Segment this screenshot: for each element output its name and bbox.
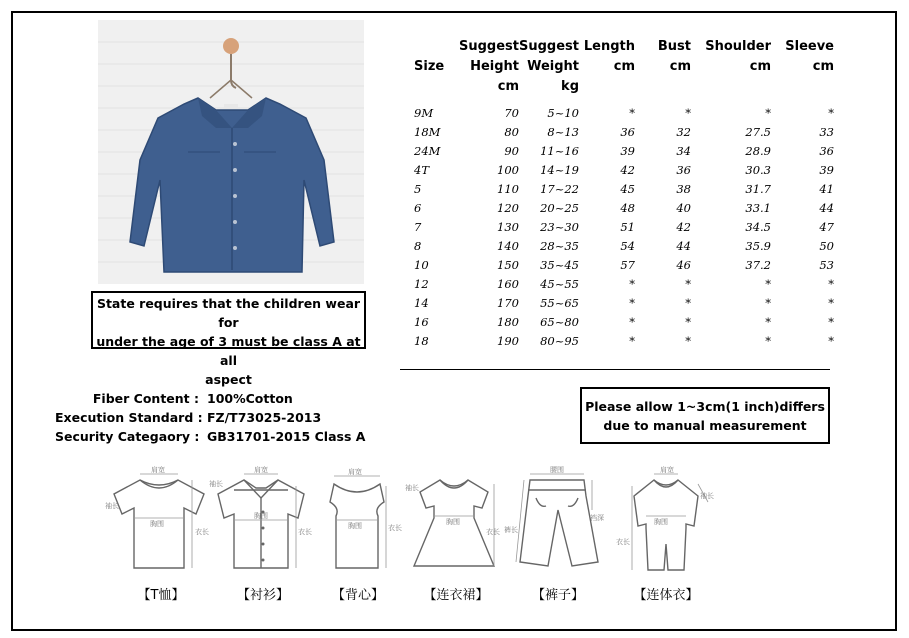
cell-size: 4T (414, 162, 429, 177)
cell-length: * (629, 276, 635, 291)
cell-height: 100 (497, 162, 519, 177)
cell-sleeve: * (828, 314, 834, 329)
note-line: aspect (205, 372, 252, 387)
cell-length: 57 (620, 257, 635, 272)
svg-text:袖长: 袖长 (209, 480, 223, 488)
cell-weight: 23~30 (540, 219, 579, 234)
svg-text:裤长: 裤长 (504, 526, 518, 534)
cell-sleeve: 41 (819, 181, 834, 196)
svg-text:腰围: 腰围 (550, 466, 564, 474)
note-line: Please allow 1~3cm(1 inch)differs (585, 399, 825, 414)
pants-label: 【裤子】 (531, 588, 584, 603)
table-row (414, 217, 834, 236)
cell-size: 14 (414, 295, 429, 310)
cell-height: 150 (497, 257, 519, 272)
table-row (414, 122, 834, 141)
svg-text:袖长: 袖长 (105, 502, 119, 510)
cell-bust: * (685, 276, 691, 291)
cell-length: 45 (620, 181, 635, 196)
header-size: Size (414, 59, 445, 74)
header-height: Suggest Height cm (459, 39, 519, 94)
cell-shoulder: 27.5 (745, 124, 771, 139)
cell-size: 12 (414, 276, 429, 291)
cell-bust: 44 (676, 238, 691, 253)
size-chart-table (414, 37, 834, 350)
header-sleeve: Sleeve cm (785, 39, 834, 74)
table-row (414, 160, 834, 179)
cell-sleeve: 36 (819, 143, 834, 158)
svg-text:肩宽: 肩宽 (151, 466, 165, 474)
cell-length: 42 (620, 162, 635, 177)
cell-height: 140 (497, 238, 519, 253)
section-divider (400, 369, 830, 370)
cell-bust: 46 (676, 257, 691, 272)
svg-text:胸围: 胸围 (446, 518, 460, 526)
spec-label: Security Categaory : (55, 429, 200, 444)
svg-text:胸围: 胸围 (254, 512, 268, 520)
svg-text:衣长: 衣长 (195, 528, 209, 536)
cell-weight: 55~65 (540, 295, 579, 310)
cell-sleeve: 44 (819, 200, 834, 215)
cell-height: 170 (497, 295, 519, 310)
cell-length: * (629, 314, 635, 329)
cell-size: 24M (414, 143, 441, 158)
cell-length: * (629, 105, 635, 120)
cell-bust: * (685, 295, 691, 310)
table-row (414, 103, 834, 122)
age-class-note (91, 291, 366, 387)
cell-size: 10 (414, 257, 429, 272)
cell-size: 9M (414, 105, 434, 120)
cell-shoulder: 28.9 (745, 143, 771, 158)
cell-height: 160 (497, 276, 519, 291)
cell-shoulder: 31.7 (745, 181, 771, 196)
table-row (414, 293, 834, 312)
header-shoulder: Shoulder cm (705, 39, 771, 74)
romper-label: 【连体衣】 (633, 588, 699, 603)
cell-weight: 45~55 (540, 276, 579, 291)
cell-size: 18 (414, 333, 429, 348)
cell-shoulder: * (765, 333, 771, 348)
cell-size: 7 (414, 219, 422, 234)
tshirt-label: 【T恤】 (137, 588, 185, 603)
cell-weight: 80~95 (540, 333, 579, 348)
cell-shoulder: 35.9 (745, 238, 771, 253)
svg-text:肩宽: 肩宽 (660, 466, 674, 474)
cell-shoulder: * (765, 276, 771, 291)
cell-bust: * (685, 314, 691, 329)
cell-height: 90 (504, 143, 519, 158)
spec-row-standard (55, 408, 365, 427)
cell-bust: 38 (676, 181, 691, 196)
svg-text:胸围: 胸围 (150, 520, 164, 528)
cell-weight: 35~45 (540, 257, 579, 272)
svg-text:衣长: 衣长 (616, 538, 630, 546)
cell-shoulder: * (765, 314, 771, 329)
note-line: under the age of 3 must be class A at all (96, 334, 361, 368)
svg-text:胸围: 胸围 (654, 518, 668, 526)
fabric-spec-block (55, 389, 365, 446)
cell-shoulder: 34.5 (745, 219, 771, 234)
cell-bust: 40 (676, 200, 691, 215)
cell-length: 39 (620, 143, 635, 158)
cell-size: 18M (414, 124, 441, 139)
header-weight: Suggest Weight kg (519, 39, 579, 94)
cell-shoulder: * (765, 105, 771, 120)
cell-height: 180 (497, 314, 519, 329)
pants-diagram (506, 466, 616, 574)
svg-text:袖长: 袖长 (700, 492, 714, 500)
cell-sleeve: * (828, 333, 834, 348)
spec-row-security (55, 427, 365, 446)
cell-sleeve: 53 (819, 257, 834, 272)
table-row (414, 236, 834, 255)
spec-value: 100%Cotton (207, 391, 293, 406)
cell-weight: 8~13 (547, 124, 579, 139)
table-header-row (414, 37, 834, 97)
table-row (414, 179, 834, 198)
cell-height: 80 (504, 124, 519, 139)
product-photo (98, 20, 364, 284)
cell-weight: 14~19 (540, 162, 579, 177)
cell-sleeve: 50 (819, 238, 834, 253)
cell-length: 48 (620, 200, 635, 215)
svg-text:裆深: 裆深 (590, 514, 604, 522)
header-length: Length cm (583, 39, 635, 74)
cell-shoulder: 30.3 (745, 162, 771, 177)
cell-bust: 36 (676, 162, 691, 177)
cell-size: 6 (414, 200, 422, 215)
svg-text:衣长: 衣长 (388, 524, 402, 532)
spec-value: FZ/T73025-2013 (207, 410, 322, 425)
cell-sleeve: * (828, 105, 834, 120)
cell-weight: 17~22 (540, 181, 579, 196)
cell-sleeve: * (828, 276, 834, 291)
cell-bust: 32 (676, 124, 691, 139)
vest-label: 【背心】 (331, 588, 384, 603)
cell-length: * (629, 333, 635, 348)
cell-size: 5 (414, 181, 422, 196)
svg-text:肩宽: 肩宽 (348, 468, 362, 476)
cell-sleeve: 33 (819, 124, 834, 139)
dress-diagram (404, 466, 504, 574)
cell-length: 51 (620, 219, 635, 234)
cell-weight: 20~25 (540, 200, 579, 215)
cell-bust: 34 (676, 143, 691, 158)
svg-text:胸围: 胸围 (348, 522, 362, 530)
cell-shoulder: 37.2 (745, 257, 771, 272)
cell-sleeve: 39 (819, 162, 834, 177)
tshirt-diagram (104, 466, 214, 574)
table-row (414, 198, 834, 217)
cell-sleeve: * (828, 295, 834, 310)
spec-value: GB31701-2015 Class A (207, 429, 366, 444)
cell-height: 70 (504, 105, 519, 120)
cell-weight: 28~35 (540, 238, 579, 253)
cell-bust: * (685, 333, 691, 348)
cell-height: 190 (497, 333, 519, 348)
shirt-label: 【衬衫】 (236, 588, 289, 603)
vest-diagram (312, 466, 402, 574)
cell-weight: 65~80 (540, 314, 579, 329)
cell-size: 8 (414, 238, 422, 253)
shirt-diagram (206, 466, 316, 574)
spec-label: Fiber Content : (92, 391, 199, 406)
table-row (414, 141, 834, 160)
svg-text:袖长: 袖长 (405, 484, 419, 492)
romper-diagram (614, 466, 718, 574)
note-line: due to manual measurement (603, 418, 807, 433)
svg-text:肩宽: 肩宽 (254, 466, 268, 474)
cell-length: * (629, 295, 635, 310)
cell-height: 120 (497, 200, 519, 215)
cell-bust: * (685, 105, 691, 120)
cell-height: 130 (497, 219, 519, 234)
header-bust: Bust cm (657, 39, 691, 74)
dress-label: 【连衣裙】 (423, 588, 489, 603)
cell-length: 54 (620, 238, 635, 253)
svg-text:衣长: 衣长 (298, 528, 312, 536)
spec-row-fiber (55, 389, 365, 408)
table-row (414, 331, 834, 350)
table-row (414, 274, 834, 293)
cell-shoulder: 33.1 (745, 200, 771, 215)
cell-bust: 42 (676, 219, 691, 234)
cell-weight: 5~10 (547, 105, 579, 120)
spec-label: Execution Standard : (55, 410, 203, 425)
note-line: State requires that the children wear for (96, 296, 361, 330)
cell-sleeve: 47 (819, 219, 834, 234)
cell-weight: 11~16 (540, 143, 579, 158)
svg-text:衣长: 衣长 (486, 528, 500, 536)
table-row (414, 255, 834, 274)
cell-size: 16 (414, 314, 429, 329)
cell-length: 36 (620, 124, 635, 139)
cell-height: 110 (497, 181, 519, 196)
table-row (414, 312, 834, 331)
cell-shoulder: * (765, 295, 771, 310)
measurement-tolerance-note (580, 387, 830, 444)
